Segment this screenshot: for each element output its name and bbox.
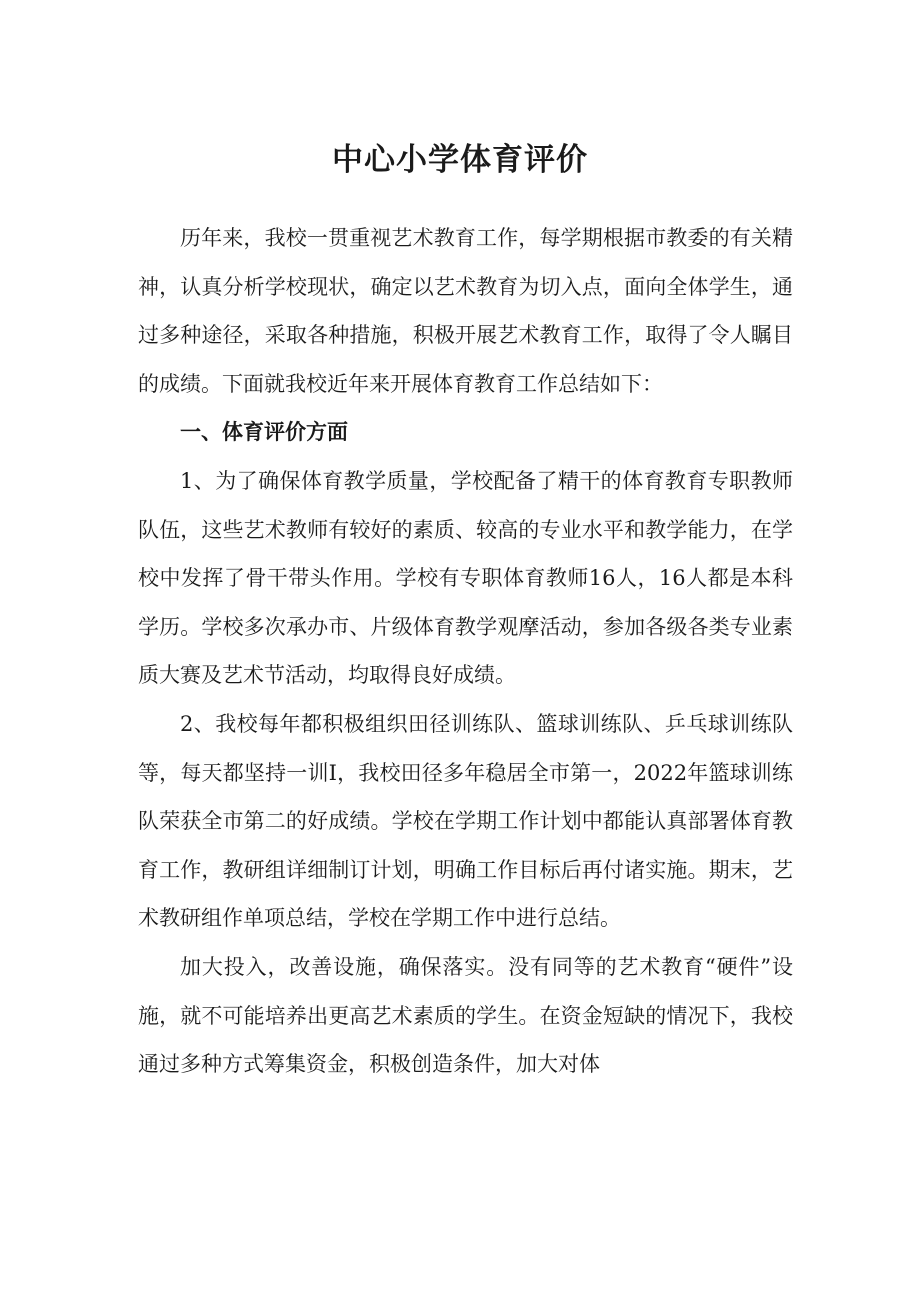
body-paragraph: 2、我校每年都积极组织田径训练队、篮球训练队、乒乓球训练队等，每天都坚持一训I，我校田径多年稳居全市第一，2022年篮球训练队荣获全市第二的好成绩。学校在学期工作计划中都能认真部署体育教育工作，教研组详细制订计划，明确工作目标后再付诸实施。期末，艺术教研组作单项总结，学校在学期工作中进行总结。 [138,711,793,931]
document-body [138,214,793,1089]
body-paragraph: 加大投入，改善设施，确保落实。没有同等的艺术教育“硬件”设施，就不可能培养出更高艺术素质的学生。在资金短缺的情况下，我校通过多种方式筹集资金，积极创造条件，加大对体 [138,954,793,1077]
body-paragraph: 1、为了确保体育教学质量，学校配备了精干的体育教育专职教师队伍，这些艺术教师有较好的素质、较高的专业水平和教学能力，在学校中发挥了骨干带头作用。学校有专职体育教师16人，16人都是本科学历。学校多次承办市、片级体育教学观摩活动，参加各级各类专业素质大赛及艺术节活动，均取得良好成绩。 [138,468,793,688]
section-heading: 一、体育评价方面 [180,420,348,445]
intro-paragraph: 历年来，我校一贯重视艺术教育工作，每学期根据市教委的有关精神，认真分析学校现状，确定以艺术教育为切入点，面向全体学生，通过多种途径，采取各种措施，积极开展艺术教育工作，取得了令人瞩目的成绩。下面就我校近年来开展体育教育工作总结如下： [138,226,793,396]
document-title: 中心小学体育评价 [332,142,588,178]
